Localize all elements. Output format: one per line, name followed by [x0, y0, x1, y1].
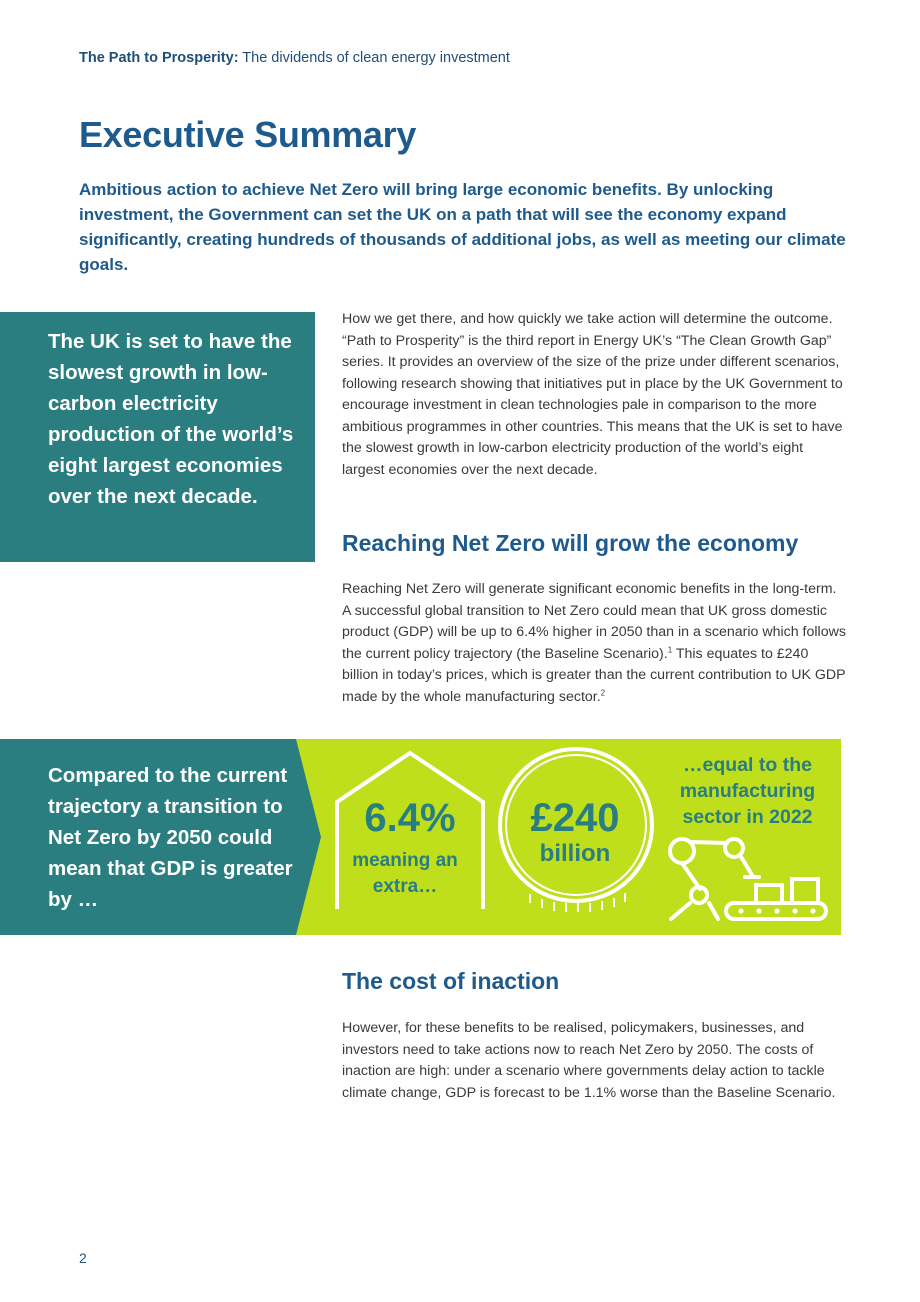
section-heading-grow-economy: Reaching Net Zero will grow the economy — [342, 530, 799, 556]
manufacturing-comparison-text: …equal to the manufacturing sector in 2022 — [679, 754, 816, 828]
infographic-intro-text: Compared to the current trajectory a transition to Net Zero by 2050 could mean that GDP is greater by … — [48, 764, 293, 911]
footnote-marker-2: 2 — [600, 687, 606, 697]
footnote-marker-1: 1 — [667, 644, 673, 654]
section-paragraph-cost-of-inaction: However, for these benefits to be realised, policymakers, businesses, and investors need to take actions now to reach Net Zero by 2050. The costs of inaction are high: under a scenario where governments delay action to tackle climate change, GDP is forecast to be 1.1% worse than the Baseline Scenario. — [342, 1020, 836, 1101]
gdp-amount-stat: £240 — [530, 796, 620, 840]
gdp-amount-unit: billion — [539, 840, 611, 867]
pullquote-text: The UK is set to have the slowest growth in low-carbon electricity production of the world’s eight largest economies over the next decade. — [48, 330, 294, 508]
section-heading-cost-of-inaction: The cost of inaction — [342, 968, 560, 994]
gdp-percent-stat: 6.4% — [364, 796, 456, 840]
page-number: 2 — [79, 1250, 87, 1266]
intro-paragraph: How we get there, and how quickly we take action will determine the outcome. “Path to Prosperity” is the third report in Energy UK’s “The Clean Growth Gap” series. It provides an overview of the size of the prize under different scenarios, following research showing that initiatives put in place by the UK Government to encourage investment in clean technologies pale in comparison to the more ambitious programmes in other countries. This means that the UK is set to have the slowest growth in low-carbon electricity production of the world’s eight largest economies over the next decade. — [342, 311, 843, 478]
section-paragraph-grow-economy — [342, 579, 847, 708]
grow-economy-text-b: This equates to £240 billion in today’s prices, which is greater than the current contribution to UK GDP made by the whole manufacturing sector. — [342, 645, 846, 705]
header-report-subtitle: The dividends of clean energy investment — [238, 50, 510, 66]
lead-paragraph: Ambitious action to achieve Net Zero will bring large economic benefits. By unlocking investment, the Government can set the UK on a path that will see the economy expand significantly, creating hundreds of thousands of additional jobs, as well as meeting our climate goals. — [79, 180, 846, 274]
page-title: Executive Summary — [79, 114, 417, 155]
gdp-percent-caption: meaning an extra… — [352, 850, 458, 897]
grow-economy-text-a: Reaching Net Zero will generate significant economic benefits in the long-term. A successful global transition to Net Zero could mean that UK gross domestic product (GDP) will be up to 6.4% higher in 2050 than in a scenario which follows the current policy trajectory (the Baseline Scenario). — [342, 581, 846, 662]
header-report-title: The Path to Prosperity: — [79, 50, 239, 66]
running-header — [79, 50, 510, 66]
